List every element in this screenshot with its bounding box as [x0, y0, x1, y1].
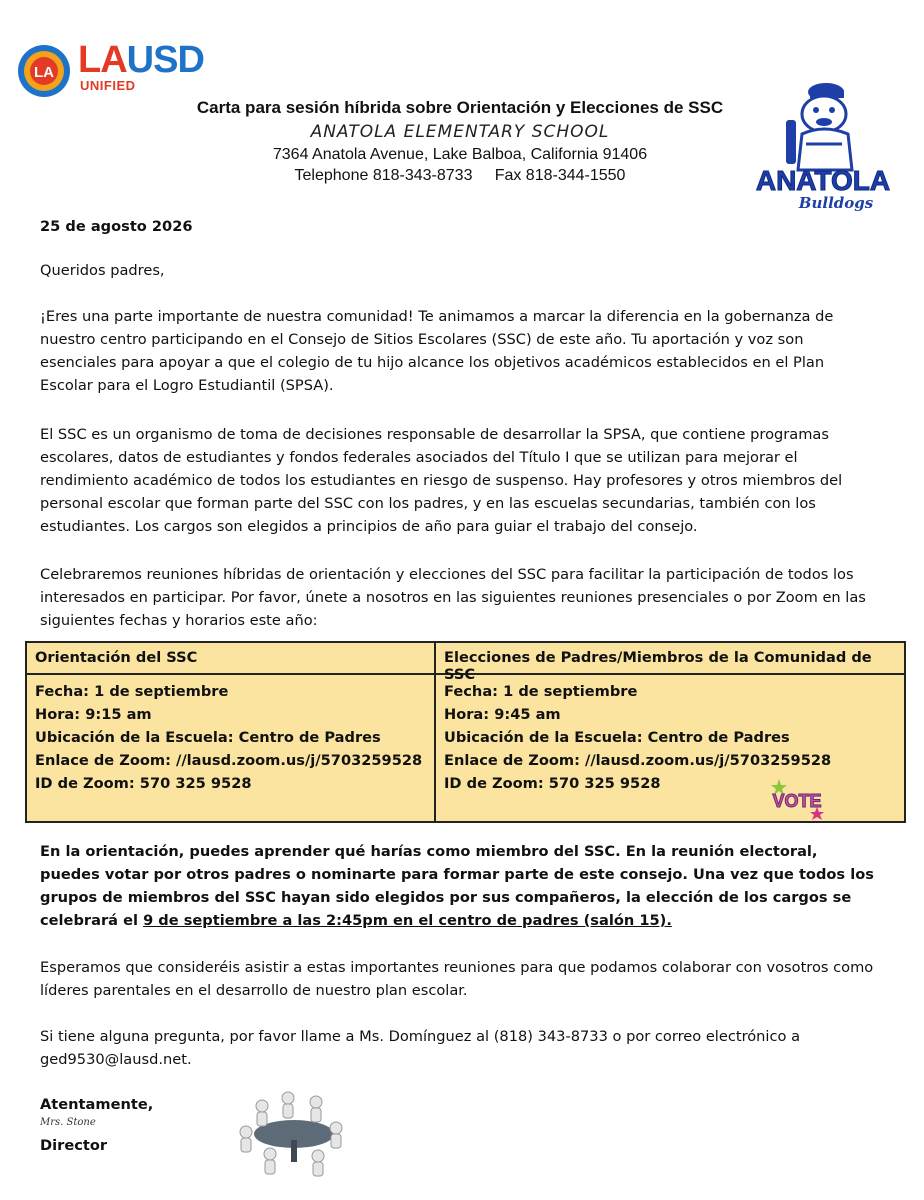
paragraph-ssc-description: El SSC es un organismo de toma de decisiones responsable de desarrollar la SPSA, que contiene programas escolares, datos de estudiantes y fondos federales asociados del Título I que se utilizan para mejorar el rendimiento académico de todos los estudiantes en riesgo de suspenso. Hay profesores y otros miembros del personal escolar que forman parte del SSC con los padres, y en las escuelas secundarias, también con los estudiantes. Los cargos son elegidos a principios de año para guiar el trabajo del consejo. [40, 426, 843, 535]
orientation-zoom-id: ID de Zoom: 570 325 9528 [35, 775, 252, 792]
table-column-divider [434, 643, 436, 821]
orientation-zoom-link[interactable]: Enlace de Zoom: //lausd.zoom.us/j/5703259528 [35, 752, 423, 769]
lausd-unified-label: UNIFIED [80, 78, 136, 93]
school-phone: Telephone 818-343-8733 Fax 818-344-1550 [294, 167, 626, 184]
orientation-date: Fecha: 1 de septiembre [35, 683, 229, 700]
orientation-location: Ubicación de la Escuela: Centro de Padres [35, 729, 381, 746]
closing: Atentamente, [40, 1096, 154, 1113]
svg-text:LA: LA [34, 64, 54, 81]
meeting-schedule-table [25, 641, 906, 823]
school-address: 7364 Anatola Avenue, Lake Balboa, California 91406 [272, 146, 648, 163]
paragraph-encouragement: Esperamos que consideréis asistir a estas importantes reuniones para que podamos colaborar con vosotros como líderes parentales en el desarrollo de nuestro plan escolar. [40, 959, 874, 999]
orientation-details [35, 680, 422, 795]
paragraph-intro: ¡Eres una parte importante de nuestra comunidad! Te animamos a marcar la diferencia en la gobernanza de nuestro centro participando en el Consejo de Sitios Escolares (SSC) de este año. Tu aportación y voz son esenciales para apoyar a que el colegio de tu hijo alcance los objetivos académicos establecidos en el Plan Escolar para el Logro Estudiantil (SPSA). [40, 308, 834, 394]
signer-role: Director [40, 1137, 108, 1154]
paragraph-contact: Si tiene alguna pregunta, por favor llame a Ms. Domínguez al (818) 343-8733 o por correo electrónico a ged9530@lausd.net. [40, 1028, 801, 1068]
signature: Mrs. Stone [40, 1117, 96, 1128]
vote-sticker [769, 777, 825, 821]
vote-icon [769, 777, 825, 821]
orientation-time: Hora: 9:15 am [35, 706, 152, 723]
elections-time: Hora: 9:45 am [444, 706, 561, 723]
elections-location: Ubicación de la Escuela: Centro de Padres [444, 729, 790, 746]
letter-date: 25 de agosto 2026 [40, 218, 193, 235]
meeting-icon [232, 1084, 356, 1182]
elections-zoom-id: ID de Zoom: 570 325 9528 [444, 775, 661, 792]
school-name: ANATOLA ELEMENTARY SCHOOL [310, 122, 610, 142]
letter-title: Carta para sesión híbrida sobre Orientación y Elecciones de SSC [196, 98, 724, 117]
lausd-wordmark: LAUSD [78, 39, 204, 81]
paragraph-election-info [40, 840, 880, 932]
officer-election-date: 9 de septiembre a las 2:45pm en el centro de padres (salón 15). [143, 912, 672, 929]
bulldog-icon [752, 72, 894, 214]
elections-zoom-link[interactable]: Enlace de Zoom: //lausd.zoom.us/j/5703259528 [444, 752, 832, 769]
table-header-elections: Elecciones de Padres/Miembros de la Comunidad de SSC [444, 649, 872, 683]
meeting-table-clipart [232, 1084, 356, 1182]
paragraph-meetings: Celebraremos reuniones híbridas de orientación y elecciones del SSC para facilitar la participación de todos los interesados en participar. Por favor, únete a nosotros en las siguientes reuniones presenciales o por Zoom en las siguientes fechas y horarios este año: [40, 566, 866, 629]
table-header-orientation: Orientación del SSC [35, 649, 198, 666]
election-info-text: En la orientación, puedes aprender qué harías como miembro del SSC. En la reunión electoral, puedes votar por otros padres o nominarte para formar parte de este consejo. Una vez que todos los grupos de miembros del SSC hayan sido elegidos por sus compañeros, la elección de los cargos se celebrará el [40, 843, 874, 929]
greeting: Queridos padres, [40, 262, 165, 279]
elections-date: Fecha: 1 de septiembre [444, 683, 638, 700]
svg-text:VOTE: VOTE [772, 791, 822, 811]
anatola-bulldog-mascot [752, 72, 894, 214]
svg-text:Bulldogs: Bulldogs [798, 194, 874, 212]
svg-text:ANATOLA: ANATOLA [755, 165, 891, 196]
lausd-seal-icon [16, 42, 78, 100]
